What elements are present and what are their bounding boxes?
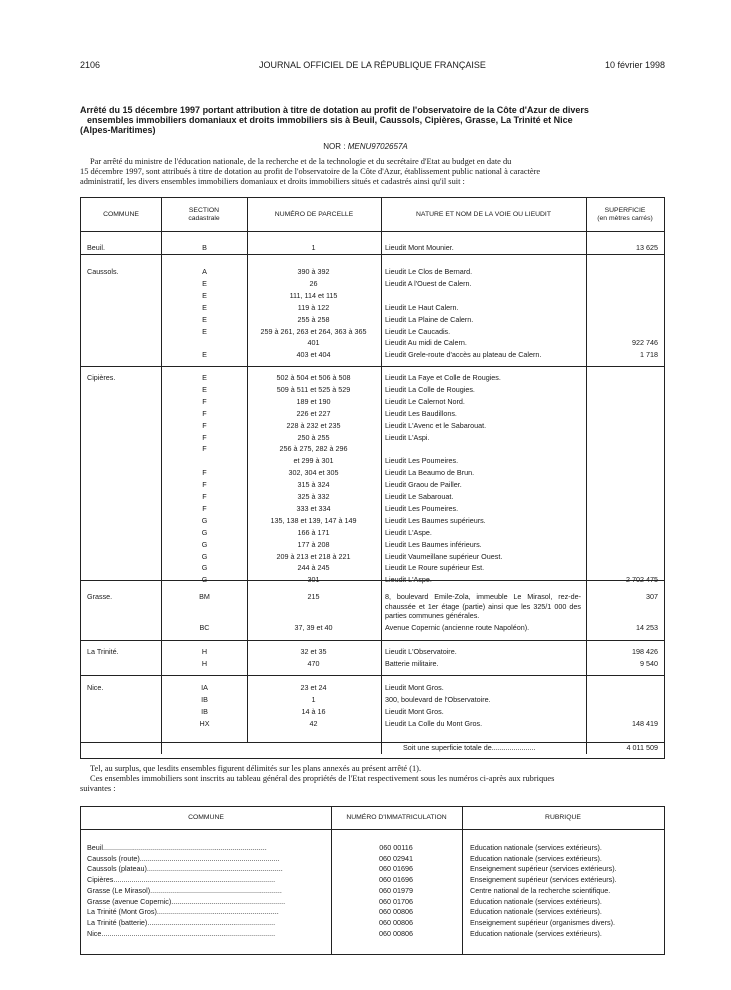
table-row [81, 843, 664, 853]
cell-section: E [202, 290, 207, 300]
cell-parcelle: 403 et 404 [296, 350, 331, 360]
cell-numero: 060 01696 [379, 875, 413, 885]
cell-nature: Lieudit Les Baumes supérieurs. [385, 515, 486, 525]
table-row [81, 408, 664, 420]
cell-numero: 060 01696 [379, 864, 413, 874]
cell-parcelle: 209 à 213 et 218 à 221 [276, 551, 351, 561]
table-row [81, 706, 664, 718]
cell-nature: Lieudit Mont Gros. [385, 683, 444, 692]
table-row [81, 875, 664, 885]
cell-section: F [202, 408, 207, 418]
cell-rubrique: Education nationale (services extérieurs). [470, 907, 602, 917]
cell-section: G [201, 527, 208, 537]
cell-parcelle: 1 [311, 695, 316, 704]
cell-nature: Lieudit Mont Mounier. [385, 243, 454, 252]
cell-superficie: 198 426 [632, 647, 658, 656]
group-rule [81, 366, 664, 367]
table-row [81, 918, 664, 928]
cell-rubrique: Education nationale (services extérieurs). [470, 843, 602, 852]
table-row [81, 562, 664, 574]
cell-superficie: 14 253 [636, 623, 658, 632]
cell-numero: 060 00806 [379, 928, 413, 938]
table-row [81, 527, 664, 539]
table-row [81, 384, 664, 396]
table-row [81, 337, 664, 349]
cell-rubrique: Enseignement supérieur (services extérieurs). [470, 864, 617, 874]
journal-title: JOURNAL OFFICIEL DE LA RÉPUBLIQUE FRANÇAISE [259, 60, 486, 70]
cell-parcelle: 14 à 16 [301, 707, 326, 716]
cell-parcelle: 215 [307, 592, 320, 601]
cell-section: G [201, 539, 208, 549]
intro-line: Par arrêté du ministre de l'éducation nationale, de la recherche et de la technologie et du secrétaire d'Etat au budget en date du [90, 157, 512, 166]
cell-section: IB [201, 695, 208, 704]
cell-section: BM [199, 592, 210, 601]
cell-commune: Beuil. [87, 243, 105, 252]
cell-section: E [202, 314, 207, 324]
cell-section: IA [201, 683, 208, 692]
cell-superficie: 9 540 [640, 659, 658, 668]
cell-section: E [202, 326, 207, 336]
page-header [80, 60, 665, 74]
table-row [81, 314, 664, 326]
cell-rubrique: Education nationale (services extérieurs). [470, 896, 602, 906]
cell-nature: Lieudit Les Poumeires. [385, 503, 459, 513]
group-rule [81, 675, 664, 676]
cell-nature: Lieudit L'Avenc et le Sabarouat. [385, 420, 487, 430]
cell-commune: Nice....................................................................................... [87, 928, 276, 938]
table-row [81, 467, 664, 479]
cell-parcelle: 315 à 324 [297, 480, 330, 490]
header-numero: NUMÉRO D'IMMATRICULATION [346, 814, 447, 821]
cell-parcelle: 301 [307, 575, 320, 585]
cell-rubrique: Centre national de la recherche scientifique. [470, 885, 611, 895]
cell-section: F [202, 444, 207, 454]
cell-parcelle: 23 et 24 [300, 683, 327, 692]
cell-parcelle: 119 à 122 [297, 302, 330, 312]
cell-section: G [201, 575, 208, 585]
cell-rubrique: Enseignement supérieur (services extérieurs). [470, 875, 617, 885]
table-row [81, 372, 664, 384]
cell-nature: Lieudit Vaumeillane supérieur Ouest. [385, 551, 503, 561]
cell-commune: Grasse (Le Mirasol).................................................................. [87, 885, 282, 895]
cell-section: F [202, 492, 207, 501]
table-row [81, 242, 664, 254]
cell-section: E [202, 350, 207, 360]
cell-parcelle: 325 à 332 [297, 492, 330, 501]
cell-commune: La Trinité. [87, 647, 119, 656]
cell-nature: Lieudit L'Aspe. [385, 527, 432, 537]
cell-nature: Lieudit Le Clos de Bernard. [385, 267, 473, 276]
table-row [81, 718, 664, 730]
table-row [81, 907, 664, 917]
cell-section: H [201, 647, 208, 656]
cell-section: HX [199, 719, 210, 728]
closing-line: Ces ensembles immobiliers sont inscrits au tableau général des propriétés de l'Etat respectivement sous les numéros ci-après aux rubriques [90, 774, 555, 783]
cell-nature: 8, boulevard Emile-Zola, immeuble Le Mirasol, rez-de-chaussée et 1er étage (partie) ainsi que les 325/1 000 des parties communes générales. [385, 592, 581, 620]
cell-rubrique: Education nationale (services extérieurs). [470, 853, 602, 863]
cell-nature: Lieudit Mont Gros. [385, 707, 444, 716]
cell-rubrique: Education nationale (services extérieurs). [470, 928, 602, 938]
table-row [81, 420, 664, 432]
cell-parcelle: 32 et 35 [300, 647, 327, 656]
title-line: ensembles immobiliers domaniaux et droits immobiliers sis à Beuil, Caussols, Cipières, Grasse, La Trinité et Nice [87, 115, 573, 125]
cell-numero: 060 01979 [379, 885, 413, 895]
cell-commune: Grasse. [87, 592, 113, 601]
cell-commune: La Trinité (Mont Gros)............................................................. [87, 907, 279, 917]
cell-nature: Lieudit Le Roure supérieur Est. [385, 563, 485, 573]
table-row [81, 897, 664, 907]
cell-parcelle: 228 à 232 et 235 [286, 420, 341, 430]
cell-commune: Beuil.................................................................................. [87, 843, 267, 852]
table-row [81, 278, 664, 290]
parcels-table [80, 197, 665, 759]
table-row [81, 929, 664, 939]
intro-line: administratif, les divers ensembles immobiliers domaniaux et droits immobiliers situés et cadastrés ainsi qu'il suit : [80, 177, 465, 186]
table-row [81, 290, 664, 302]
total-value: 4 011 509 [626, 743, 658, 752]
cell-commune: Caussols. [87, 267, 119, 276]
header-rule [81, 231, 664, 232]
cell-superficie: 922 746 [632, 338, 658, 348]
table-row [81, 551, 664, 563]
cell-section: F [202, 432, 207, 442]
cell-parcelle: 1 [311, 243, 316, 252]
title-line: (Alpes-Maritimes) [80, 125, 156, 135]
intro-line: 15 décembre 1997, sont attribués à titre de dotation au profit de l'observatoire de la Côte d'Azur, établissement public national à caractère [80, 167, 541, 176]
cell-commune: Caussols (route)...................................................................... [87, 853, 280, 863]
table-row [81, 349, 664, 361]
cell-section: E [202, 278, 207, 288]
table-row [81, 302, 664, 314]
header-rubrique: RUBRIQUE [545, 814, 581, 821]
cell-parcelle: 111, 114 et 115 [289, 290, 338, 300]
cell-nature: 300, boulevard de l'Observatoire. [385, 695, 491, 704]
cell-superficie: 307 [646, 592, 658, 601]
total-label: Soit une superficie totale de...................... [403, 743, 536, 752]
cell-parcelle: 26 [309, 278, 318, 288]
closing-line: Tel, au surplus, que lesdits ensembles figurent délimités sur les plans annexés au présent arrêté (1). [90, 764, 422, 773]
table-row [81, 864, 664, 874]
cell-section: F [202, 468, 207, 478]
issue-date: 10 février 1998 [604, 60, 665, 70]
table-row [81, 396, 664, 408]
cell-section: IB [201, 707, 208, 716]
cell-commune: Cipières. [87, 373, 116, 382]
table-row [81, 455, 664, 467]
header-superficie: SUPERFICIE (en mètres carrés) [597, 206, 653, 222]
cell-nature: Lieudit Au midi de Calern. [385, 338, 467, 348]
table-row [81, 443, 664, 455]
cell-nature: Lieudit Les Baumes inférieurs. [385, 539, 482, 549]
cell-parcelle: et 299 à 301 [293, 456, 334, 466]
title-line: Arrêté du 15 décembre 1997 portant attribution à titre de dotation au profit de l'observatoire de la Côte d'Azur de divers [80, 105, 589, 115]
cell-numero: 060 00806 [379, 917, 413, 927]
cell-nature: Lieudit Le Haut Calern. [385, 302, 459, 312]
cell-parcelle: 390 à 392 [297, 267, 330, 276]
group-rule [81, 254, 664, 255]
cell-section: H [201, 659, 208, 668]
cell-section: BC [199, 623, 210, 632]
cell-section: E [202, 384, 207, 394]
cell-parcelle: 37, 39 et 40 [294, 623, 333, 632]
cell-numero: 060 00116 [379, 843, 413, 852]
cell-commune: La Trinité (batterie)................................................................ [87, 917, 276, 927]
cell-section: B [202, 243, 207, 252]
cell-parcelle: 189 et 190 [296, 396, 331, 406]
table-row [81, 658, 664, 670]
table-row [81, 646, 664, 658]
header-rule [81, 829, 664, 830]
cell-section: F [202, 480, 207, 490]
cell-section: F [202, 396, 207, 406]
cell-parcelle: 256 à 275, 282 à 296 [279, 444, 348, 454]
total-row [81, 742, 664, 754]
group-rule [81, 640, 664, 641]
nor-reference [0, 142, 731, 151]
cell-section: A [202, 267, 207, 276]
cell-nature: Lieudit La Beaumo de Brun. [385, 468, 475, 478]
cell-superficie: 13 625 [636, 243, 658, 252]
cell-parcelle: 42 [309, 719, 318, 728]
cell-nature: Lieudit L'Observatoire. [385, 647, 457, 656]
cell-parcelle: 333 et 334 [296, 503, 331, 513]
table-row [81, 479, 664, 491]
cell-nature: Lieudit La Faye et Colle de Rougies. [385, 373, 501, 382]
cell-nature: Batterie militaire. [385, 659, 439, 668]
closing-paragraph [80, 764, 665, 794]
page-number: 2106 [80, 60, 101, 70]
registry-table [80, 806, 665, 955]
table-row [81, 539, 664, 551]
cell-parcelle: 250 à 255 [297, 432, 330, 442]
cell-parcelle: 302, 304 et 305 [288, 468, 339, 478]
cell-parcelle: 244 à 245 [297, 563, 330, 573]
cell-nature: Lieudit Les Poumeires. [385, 456, 459, 466]
cell-nature: Lieudit Graou de Pailler. [385, 480, 462, 490]
cell-rubrique: Enseignement supérieur (organismes divers). [470, 917, 616, 927]
cell-section: F [202, 420, 207, 430]
cell-section: G [201, 515, 208, 525]
header-commune: COMMUNE [188, 814, 224, 821]
cell-numero: 060 02941 [379, 853, 413, 863]
cell-parcelle: 470 [307, 659, 320, 668]
cell-nature: Avenue Copernic (ancienne route Napoléon). [385, 623, 530, 632]
cell-superficie: 148 419 [632, 719, 658, 728]
cell-parcelle: 135, 138 et 139, 147 à 149 [270, 515, 357, 525]
cell-parcelle: 177 à 208 [297, 539, 330, 549]
cell-numero: 060 01706 [379, 896, 413, 906]
header-nature: NATURE ET NOM DE LA VOIE OU LIEUDIT [416, 210, 551, 218]
table-row [81, 515, 664, 527]
header-section: SECTION cadastrale [188, 206, 220, 222]
cell-nature: Lieudit Le Calernot Nord. [385, 396, 465, 406]
table-row [81, 503, 664, 515]
cell-nature: Lieudit Le Sabarouat. [385, 492, 454, 501]
table-row [81, 682, 664, 694]
cell-commune: Cipières................................................................................. [87, 875, 276, 885]
cell-superficie: 1 718 [640, 350, 658, 360]
cell-nature: Lieudit La Plaine de Calern. [385, 314, 474, 324]
cell-nature: Lieudit La Colle du Mont Gros. [385, 719, 483, 728]
table-row [81, 432, 664, 444]
cell-nature: Lieudit La Colle de Rougies. [385, 384, 475, 394]
table-row [81, 491, 664, 503]
cell-nature: Lieudit A l'Ouest de Calern. [385, 278, 472, 288]
cell-nature: Lieudit Le Caucadis. [385, 326, 451, 336]
closing-line: suivantes : [80, 784, 116, 793]
table-row [81, 886, 664, 896]
cell-nature: Lieudit Les Baudillons. [385, 408, 457, 418]
cell-numero: 060 00806 [379, 907, 413, 917]
cell-nature: Lieudit L'Aspe. [385, 575, 432, 585]
cell-nature: Lieudit L'Aspi. [385, 432, 430, 442]
table-row [81, 694, 664, 706]
header-parcelle: NUMÉRO DE PARCELLE [274, 210, 354, 218]
table-row [81, 574, 664, 586]
cell-section: G [201, 551, 208, 561]
cell-parcelle: 226 et 227 [296, 408, 331, 418]
cell-parcelle: 502 à 504 et 506 à 508 [276, 373, 351, 382]
cell-parcelle: 259 à 261, 263 et 264, 363 à 365 [260, 326, 367, 336]
cell-nature: Lieudit Grele-route d'accès au plateau de Calern. [385, 350, 542, 360]
table-row [81, 326, 664, 338]
cell-parcelle: 255 à 258 [297, 314, 330, 324]
cell-parcelle: 166 à 171 [297, 527, 330, 537]
cell-parcelle: 509 à 511 et 525 à 529 [276, 384, 351, 394]
cell-commune: Caussols (plateau).................................................................... [87, 864, 283, 874]
decree-title [80, 105, 665, 135]
cell-commune: Nice. [87, 683, 104, 692]
cell-section: E [202, 373, 207, 382]
cell-superficie: 2 702 475 [626, 575, 658, 585]
cell-commune: Grasse (avenue Copernic)......................................................... [87, 896, 286, 906]
cell-section: F [202, 503, 207, 513]
cell-section: E [202, 302, 207, 312]
cell-section: G [201, 563, 208, 573]
header-commune: COMMUNE [103, 210, 139, 218]
table-row [81, 266, 664, 278]
nor-label: NOR : [323, 142, 346, 151]
nor-code: MENU9702657A [347, 142, 408, 151]
intro-paragraph [80, 157, 665, 187]
table-row [81, 622, 664, 634]
table-row [81, 854, 664, 864]
cell-parcelle: 401 [307, 338, 320, 348]
